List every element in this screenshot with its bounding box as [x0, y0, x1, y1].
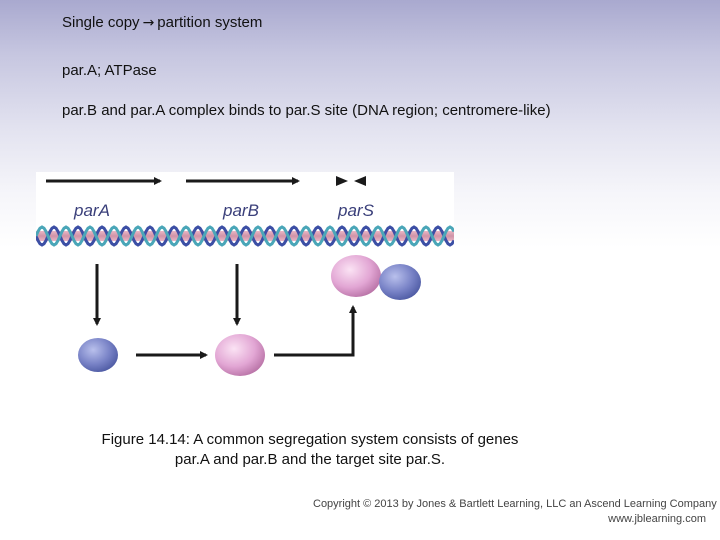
parA-label: parA [74, 201, 110, 220]
right-arrow-icon: → [142, 15, 155, 31]
parS-label: parS [338, 201, 374, 220]
figure-caption: Figure 14.14: A common segregation system consists of genes par.A and par.B and the target site par.S. [101, 431, 519, 468]
parA-protein [78, 338, 118, 372]
bullet-text-start: Single copy [62, 14, 140, 31]
parB-label: parB [223, 201, 259, 220]
parB-protein [215, 334, 265, 376]
par-system-diagram [36, 172, 454, 394]
bullet-parb-para-complex: par.B and par.A complex binds to par.S site (DNA region; centromere-like) [62, 102, 551, 119]
publisher-website: www.jblearning.com [608, 513, 706, 525]
bullet-single-copy [62, 14, 262, 31]
bullet-text-end: partition system [157, 14, 263, 31]
parA-protein-bound [379, 264, 421, 300]
bullet-para-atpase: par.A; ATPase [62, 62, 157, 79]
copyright-notice: Copyright © 2013 by Jones & Bartlett Learning, LLC an Ascend Learning Company [313, 498, 717, 510]
parB-protein-bound [331, 255, 381, 297]
